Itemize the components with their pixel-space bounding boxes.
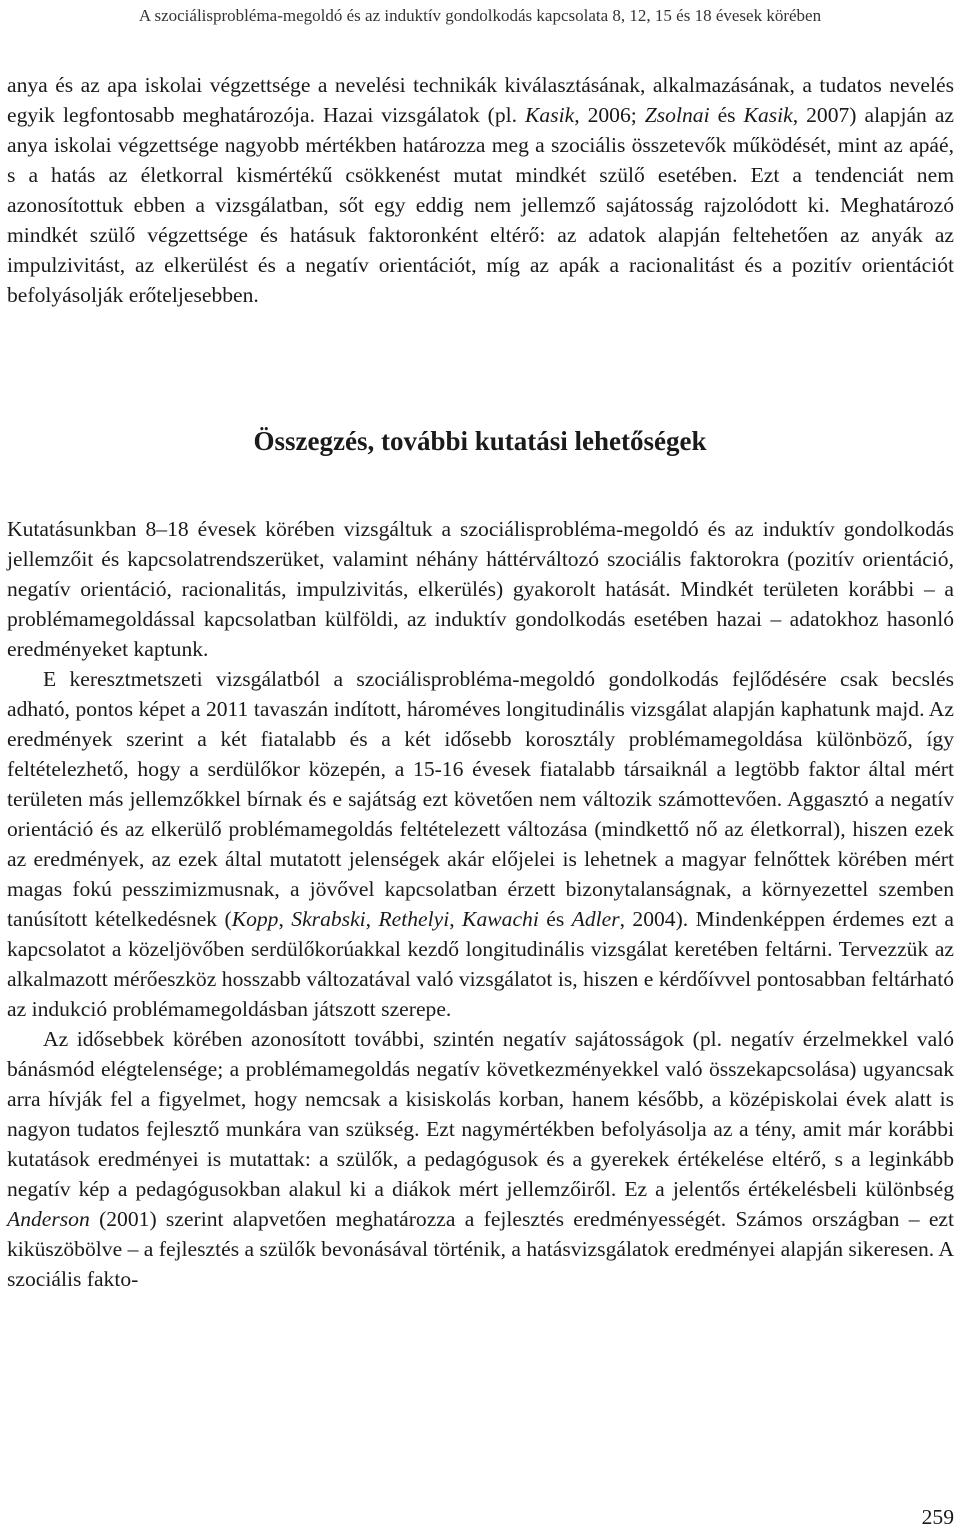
text-run: és [538,907,572,931]
text-run: , 2004). Mindenképpen érdemes ezt a kapcsolatot a közeljövőben serdülőkorúakkal kezdő longitudinális vizsgálat keretében feltárni. Tervezzük az alkalmazott mérőeszköz hosszabb változatával való vizsgálatot is, hiszen e kérdőívvel pontosabban feltárható az indukció problémamegoldásban játszott szerepe. [7,907,955,1021]
text-run: , [278,907,292,931]
text-run: Az idősebbek körében azonosított további, szintén negatív sajátosságok (pl. negatív érzelmekkel való bánásmód elégtelensége; a problémamegoldás negatív következményekkel való összekapcsolása) ugyancsak arra hívják fel a figyelmet, hogy nemcsak a kisiskolás korban, hanem később, a középiskolai évek alatt is nagyon tudatos fejlesztő munkára van szükség. Ezt nagymértékben befolyásolja az a tény, amit már korábbi kutatások eredményei is mutattak: a szülők, a pedagógusok és a gyerekek értékelése eltérő, s a leginkább negatív kép a pedagógusokban alakul ki a diákok mért jellemzőiről. Ez a jelentős értékelésbeli különbség [7,1027,954,1201]
citation-author: Kawachi [462,907,539,931]
text-run: , [365,907,379,931]
citation-author: Adler [571,907,620,931]
paragraph-summary: Kutatásunkban 8–18 évesek körében vizsgáltuk a szociálisprobléma-megoldó és az induktív gondolkodás jellemzőit és kapcsolatrendszerüket, valamint néhány háttérváltozó szociális faktorokra (pozitív orientáció, negatív orientáció, racionalitás, impulzivitás, elkerülés) gyakorolt hatását. Mindkét területen korábbi – a problémamegoldással kapcsolatban külföldi, az induktív gondolkodás esetében hazai – adatokhoz hasonló eredményeket kaptunk. [7,517,954,661]
citation-author: Rethelyi [378,907,450,931]
paragraph-longitudinal [7,664,954,1024]
citation-author: Zsolnai [644,103,710,127]
text-run: anya és az apa iskolai végzettsége a nevelési technikák kiválasztásának, alkalmazásának, a tudatos nevelés egyik legfontosabb meghatározója. Hazai vizsgálatok (pl. [7,73,954,127]
text-run: E keresztmetszeti vizsgálatból a szociálisprobléma-megoldó gondolkodás fejlődésére csak becslés adható, pontos képet a 2011 tavaszán indított, hároméves longitudinális vizsgálat alapján kaphatunk majd. Az eredmények szerint a két fiatalabb és a két idősebb korosztály problémamegoldása különböző, így feltételezhető, hogy a serdülőkor közepén, a 15-16 évesek fiatalabb társaiknál a legtöbb faktor által mért területen más jellemzőkkel bírnak és e sajátság ezt követően nem változik számottevően. Aggasztó a negatív orientáció és az elkerülő problémamegoldás feltételezett változása (mindkettő nő az életkorral), hiszen ezek az eredmények, az ezek által mutatott jelenségek akár előjelei is lehetnek a magyar felnőttek körében mért magas fokú pesszimizmusnak, a jövővel kapcsolatban érzett bizonytalanságnak, a környezettel szemben tanúsított kételkedésnek ( [7,667,954,931]
page-number: 259 [921,1505,954,1529]
section-body [7,514,954,1294]
text-run: , 2006; [574,103,645,127]
body-paragraph-1 [7,70,954,310]
text-run: és [709,103,744,127]
paragraph-older-groups [7,1024,954,1294]
text-run: (2001) szerint alapvetően meghatározza a fejlesztés eredményességét. Számos országban – ezt kiküszöbölve – a fejlesztés a szülők bevonásával történik, a hatásvizsgálatok eredményei alapján sikeresen. A szociális fakto- [7,1207,954,1291]
citation-author: Kopp [231,907,279,931]
text-run: , [449,907,463,931]
citation-author: Anderson [7,1207,90,1231]
citation-author: Skrabski [291,907,366,931]
citation-author: Kasik [743,103,793,127]
text-run: , 2007) alapján az anya iskolai végzettsége nagyobb mértékben határozza meg a szociális összetevők működését, mint az apáé, s a hatás az életkorral kismértékű csökkenést mutat mindkét szülő esetében. Ezt a tendenciát nem azonosítottuk ebben a vizsgálatban, sőt egy eddig nem jellemző sajátosság rajzolódott ki. Meghatározó mindkét szülő végzettsége és hatásuk faktoronként eltérő: az adatok alapján feltehetően az anyák az impulzivitást, az elkerülést és a negatív orientációt, míg az apák a racionalitást és a pozitív orientációt befolyásolják erőteljesebben. [7,103,954,307]
citation-author: Kasik [525,103,575,127]
paragraph-continued [7,70,954,310]
running-head: A szociálisprobléma-megoldó és az induktív gondolkodás kapcsolata 8, 12, 15 és 18 évesek körében [138,6,822,25]
section-heading: Összegzés, további kutatási lehetőségek [253,426,707,456]
